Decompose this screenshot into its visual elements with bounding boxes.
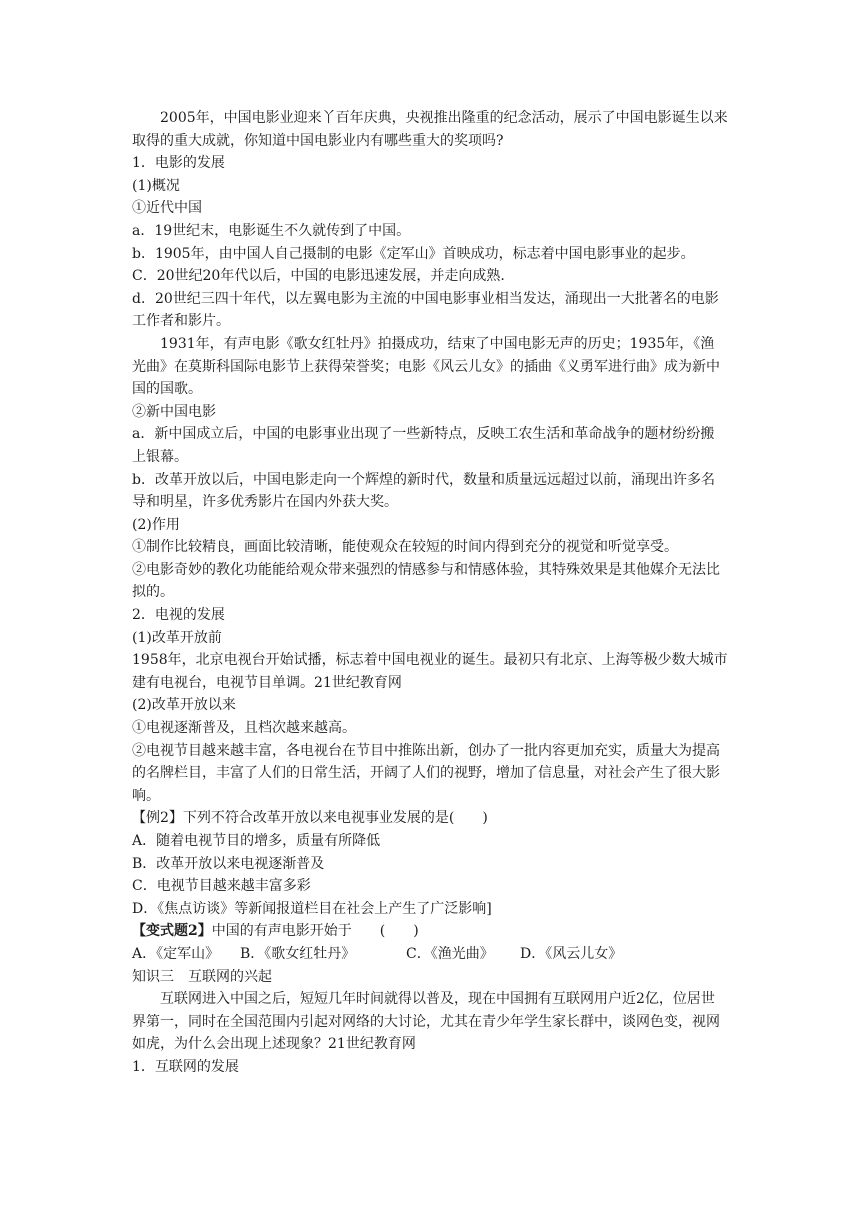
paragraph: 2005年，中国电影业迎来丫百年庆典，央视推出隆重的纪念活动，展示了中国电影诞生以来取得的重大成就，你知道中国电影业内有哪些重大的奖项吗? (132, 110, 728, 149)
paragraph-list-tail (132, 966, 728, 1079)
paragraph-list (132, 107, 728, 920)
paragraph: 2．电视的发展 (132, 607, 225, 624)
variant-question-options (132, 943, 728, 966)
paragraph: ①制作比较精良，画面比较清晰，能使观众在较短的时间内得到充分的视觉和听觉享受。 (132, 539, 678, 556)
paragraph: (1)概况 (132, 177, 180, 194)
paragraph: C．电视节目越来越丰富多彩 (132, 878, 311, 895)
paragraph: (2)改革开放以来 (132, 697, 236, 714)
paragraph: a．新中国成立后，中国的电影事业出现了一些新特点，反映工农生活和革命战争的题材纷纷搬上银幕。 (132, 426, 715, 465)
paragraph: b．1905年，由中国人自己摄制的电影《定军山》首映成功，标志着中国电影事业的起步。 (132, 245, 695, 262)
paragraph: a．19世纪末，电影诞生不久就传到了中国。 (132, 222, 411, 239)
paragraph: 1931年，有声电影《歌女红牡丹》拍摄成功，结束了中国电影无声的历史；1935年，《渔光曲》在莫斯科国际电影节上获得荣誉奖；电影《风云儿女》的插曲《义勇军进行曲》成为新中国的国歌。 (132, 335, 720, 398)
paragraph: ②新中国电影 (132, 403, 216, 420)
paragraph: C．20世纪20年代以后，中国的电影迅速发展，并走向成熟. (132, 268, 505, 285)
paragraph: 【例2】下列不符合改革开放以来电视事业发展的是( ) (132, 810, 488, 827)
paragraph: ②电影奇妙的教化功能能给观众带来强烈的情感参与和情感体验，其特殊效果是其他媒介无法比拟的。 (132, 561, 720, 601)
paragraph: (1)改革开放前 (132, 629, 222, 646)
option-b: B．《歌女红牡丹》 (240, 945, 356, 962)
paragraph: d．20世纪三四十年代，以左翼电影为主流的中国电影事业相当发达，涌现出一大批著名的电影工作者和影片。 (132, 290, 719, 330)
paragraph: ①近代中国 (132, 200, 202, 217)
paragraph: D．《焦点访谈》等新闻报道栏目在社会上产生了广泛影响] (132, 900, 492, 917)
paragraph: 1．互联网的发展 (132, 1058, 239, 1075)
paragraph: B．改革开放以来电视逐渐普及 (132, 855, 325, 872)
variant-question-stem: 中国的有声电影开始于 ( ) (211, 923, 419, 940)
paragraph: ②电视节目越来越丰富，各电视台在节目中推陈出新，创办了一批内容更加充实，质量大为提高的名牌栏目，丰富了人们的日常生活，开阔了人们的视野，增加了信息量，对社会产生了很大影响。 (132, 742, 720, 804)
paragraph: 知识三 互联网的兴起 (132, 968, 272, 985)
paragraph: ①电视逐渐普及，且档次越来越高。 (132, 720, 356, 737)
paragraph: 互联网进入中国之后，短短几年时间就得以普及，现在中国拥有互联网用户近2亿，位居世界第一，同时在全国范围内引起对网络的大讨论，尤其在青少年学生家长群中，谈网色变，视网 (132, 991, 720, 1030)
paragraph: (2)作用 (132, 516, 180, 533)
option-c: C．《渔光曲》 (406, 945, 494, 962)
variant-question (132, 920, 728, 943)
paragraph: b．改革开放以后，中国电影走向一个辉煌的新时代，数量和质量远远超过以前，涌现出许多名导和明星，许多优秀影片在国内外获大奖。 (132, 471, 715, 511)
document-body (132, 107, 728, 1079)
paragraph: 1958年，北京电视台开始试播，标志着中国电视业的诞生。最初只有北京、上海等极少数大城市建有电视台，电视节目单调。21世纪教育网 (132, 652, 728, 691)
paragraph: A．随着电视节目的增多，质量有所降低 (132, 833, 381, 849)
option-d: D．《风云儿女》 (520, 945, 623, 962)
paragraph: 1．电影的发展 (132, 155, 225, 172)
option-a: A．《定军山》 (132, 945, 220, 962)
variant-question-label: 【变式题2】 (132, 923, 212, 940)
paragraph: 如虎，为什么会出现上述现象？21世纪教育网 (132, 1036, 416, 1053)
